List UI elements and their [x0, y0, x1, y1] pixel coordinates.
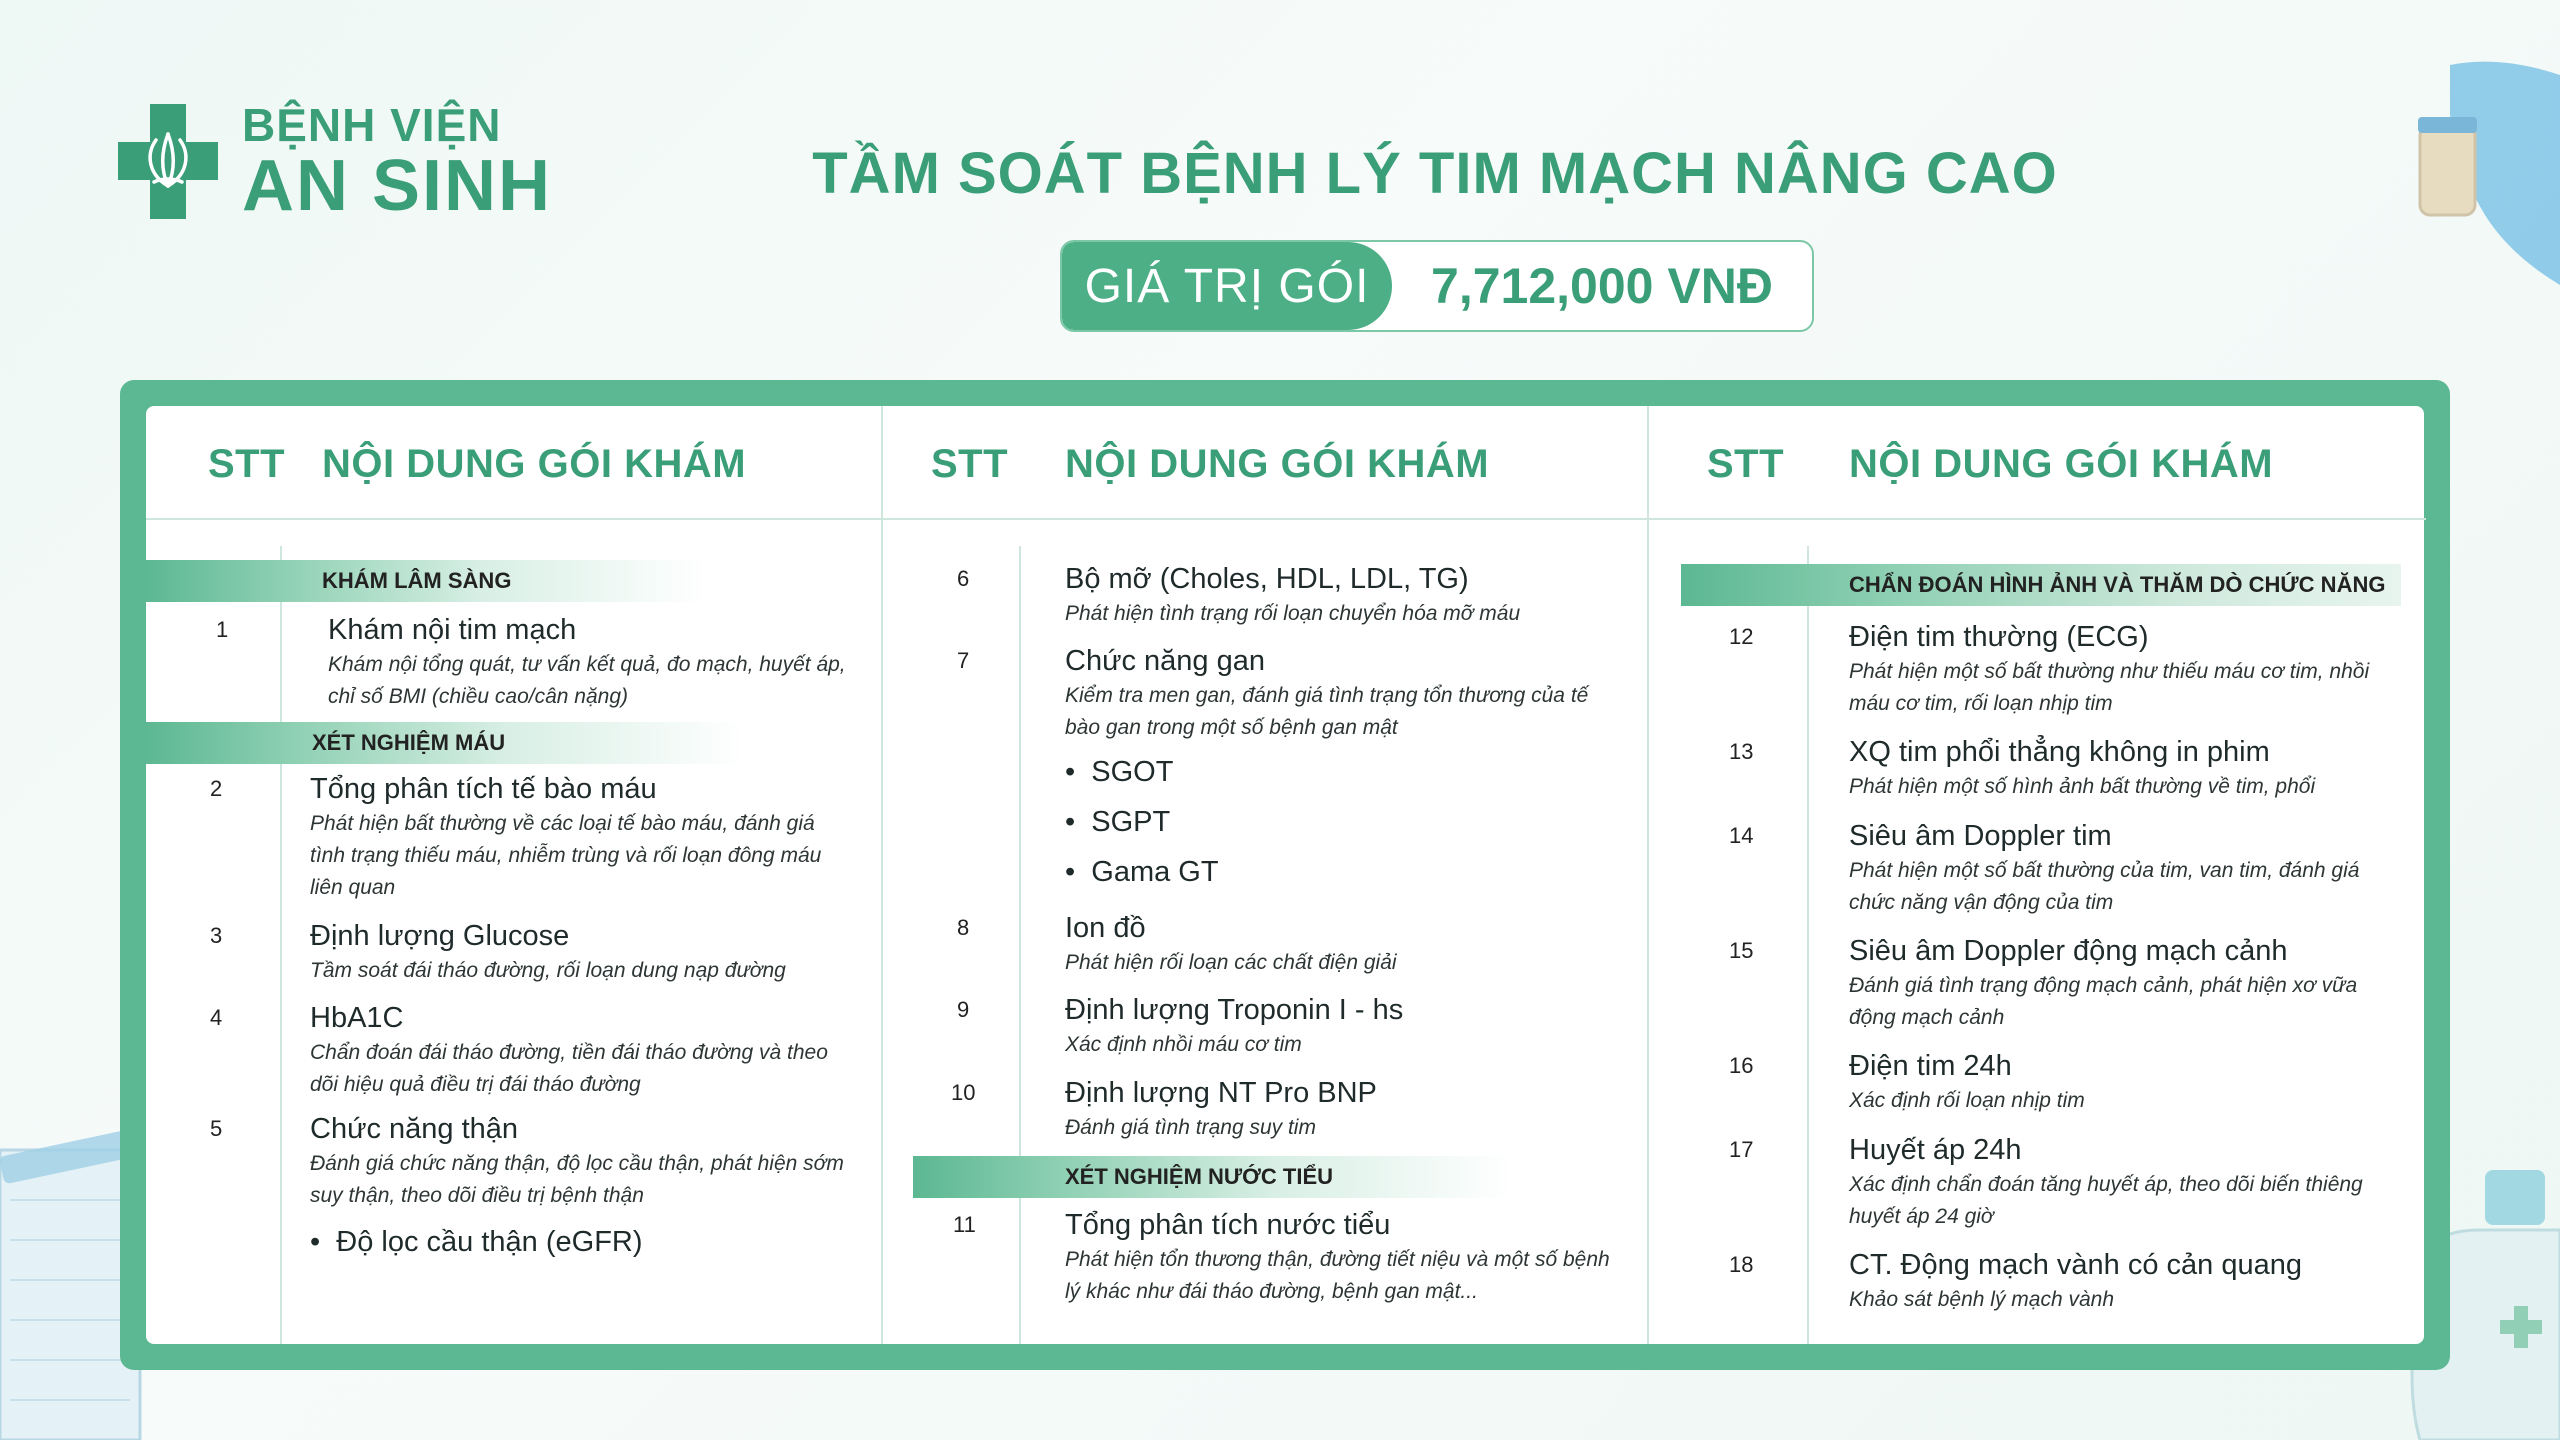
item-number: 16 — [1729, 1053, 1754, 1078]
item-number: 2 — [210, 776, 223, 801]
table-column-3 — [1647, 406, 2426, 1344]
item-description: Phát hiện rối loạn các chất điện giải — [1065, 951, 1397, 974]
item-name: Điện tim thường (ECG) — [1849, 621, 2149, 653]
item-number: 9 — [957, 997, 970, 1022]
item-name: Chức năng thận — [310, 1113, 519, 1145]
section-header: XÉT NGHIỆM MÁU — [146, 722, 746, 764]
table-column-1 — [146, 406, 881, 1344]
item-description: Kiểm tra men gan, đánh giá tình trạng tổn thương của tế bào gan trong một số bệnh gan mật — [1065, 684, 1589, 739]
sub-item: • Độ lọc cầu thận (eGFR) — [310, 1226, 643, 1258]
brand-line-1: BỆNH VIỆN — [242, 99, 502, 151]
item-name: Chức năng gan — [1065, 645, 1265, 677]
header-content: NỘI DUNG GÓI KHÁM — [322, 442, 747, 486]
item-number: 14 — [1729, 823, 1754, 848]
item-number: 15 — [1729, 938, 1754, 963]
item-name: Định lượng NT Pro BNP — [1065, 1077, 1377, 1109]
item-number: 3 — [210, 923, 223, 948]
package-table-frame — [120, 380, 2450, 1370]
sub-item: • Gama GT — [1065, 856, 1219, 888]
item-description: Xác định chẩn đoán tăng huyết áp, theo dõi biến thiêng huyết áp 24 giờ — [1849, 1173, 2363, 1228]
column-header — [883, 406, 1649, 520]
item-number: 17 — [1729, 1137, 1754, 1162]
item-name: Bộ mỡ (Choles, HDL, LDL, TG) — [1065, 563, 1469, 595]
item-description: Phát hiện tình trạng rối loạn chuyển hóa mỡ máu — [1065, 602, 1521, 625]
item-name: Ion đồ — [1065, 912, 1146, 944]
column-header — [1649, 406, 2426, 520]
item-number: 6 — [957, 566, 970, 591]
column-divider — [280, 546, 282, 1344]
column-header — [146, 406, 881, 520]
item-description: Khám nội tổng quát, tư vấn kết quả, đo mạch, huyết áp, chỉ số BMI (chiều cao/cân nặng) — [328, 653, 846, 708]
item-name: HbA1C — [310, 1002, 404, 1034]
item-description: Khảo sát bệnh lý mạch vành — [1849, 1288, 2115, 1311]
column-divider — [1019, 546, 1021, 1344]
price-label: GIÁ TRỊ GÓI — [1062, 242, 1392, 330]
item-description: Đánh giá chức năng thận, độ lọc cầu thận, phát hiện sớm suy thận, theo dõi điều trị bệnh thận — [310, 1152, 844, 1207]
item-number: 13 — [1729, 739, 1754, 764]
item-description: Phát hiện bất thường về các loại tế bào máu, đánh giá tình trạng thiếu máu, nhiễm trùng và rối loạn đông máu liên quan — [310, 812, 822, 899]
item-description: Xác định rối loạn nhịp tim — [1849, 1089, 2085, 1112]
item-number: 18 — [1729, 1252, 1754, 1277]
section-header: KHÁM LÂM SÀNG — [146, 560, 706, 602]
item-description: Phát hiện một số bất thường của tim, van tim, đánh giá chức năng vận động của tim — [1849, 859, 2360, 914]
item-description: Chẩn đoán đái tháo đường, tiền đái tháo đường và theo dõi hiệu quả điều trị đái tháo đường — [310, 1041, 828, 1096]
header-content: NỘI DUNG GÓI KHÁM — [1065, 442, 1490, 486]
price-value: 7,712,000 VNĐ — [1431, 258, 1773, 314]
brand-line-2: AN SINH — [242, 146, 553, 226]
section-header: XÉT NGHIỆM NƯỚC TIỂU — [913, 1156, 1513, 1198]
header-content: NỘI DUNG GÓI KHÁM — [1849, 442, 2274, 486]
item-name: Huyết áp 24h — [1849, 1134, 2022, 1166]
price-badge — [1060, 240, 1814, 332]
item-name: XQ tim phổi thẳng không in phim — [1849, 736, 2270, 768]
item-number: 4 — [210, 1005, 223, 1030]
item-number: 11 — [953, 1212, 976, 1237]
item-name: Tổng phân tích nước tiểu — [1065, 1209, 1391, 1241]
item-name: Siêu âm Doppler tim — [1849, 820, 2112, 852]
item-description: Phát hiện tổn thương thận, đường tiết niệu và một số bệnh lý khác như đái tháo đường, bệnh gan mật... — [1065, 1248, 1610, 1303]
item-name: Khám nội tim mạch — [328, 614, 577, 646]
item-name: Điện tim 24h — [1849, 1050, 2012, 1082]
sub-item: • SGOT — [1065, 756, 1174, 788]
header-stt: STT — [208, 442, 286, 486]
item-number: 7 — [957, 648, 970, 673]
item-description: Phát hiện một số bất thường như thiếu máu cơ tim, nhồi máu cơ tim, rối loạn nhịp tim — [1849, 660, 2370, 715]
table-column-2 — [881, 406, 1649, 1344]
item-name: Định lượng Glucose — [310, 920, 570, 952]
header-stt: STT — [931, 442, 1009, 486]
item-name: Tổng phân tích tế bào máu — [310, 773, 657, 805]
header-stt: STT — [1707, 442, 1785, 486]
item-description: Xác định nhồi máu cơ tim — [1065, 1033, 1302, 1056]
package-table — [146, 406, 2424, 1344]
item-description: Tầm soát đái tháo đường, rối loạn dung nạp đường — [310, 959, 786, 982]
item-name: Siêu âm Doppler động mạch cảnh — [1849, 935, 2288, 967]
item-name: Định lượng Troponin I - hs — [1065, 994, 1404, 1026]
sub-item: • SGPT — [1065, 806, 1171, 838]
item-description: Đánh giá tình trạng động mạch cảnh, phát hiện xơ vữa động mạch cảnh — [1849, 974, 2358, 1029]
column-divider — [1807, 546, 1809, 1344]
item-description: Đánh giá tình trạng suy tim — [1065, 1116, 1316, 1139]
item-name: CT. Động mạch vành có cản quang — [1849, 1249, 2302, 1281]
item-description: Phát hiện một số hình ảnh bất thường về tim, phổi — [1849, 775, 2316, 798]
page-title: TẦM SOÁT BỆNH LÝ TIM MẠCH NÂNG CAO — [812, 141, 2058, 206]
item-number: 1 — [216, 617, 229, 642]
item-number: 12 — [1729, 624, 1754, 649]
item-number: 8 — [957, 915, 970, 940]
section-header: CHẨN ĐOÁN HÌNH ẢNH VÀ THĂM DÒ CHỨC NĂNG — [1681, 564, 2401, 606]
item-number: 5 — [210, 1116, 223, 1141]
item-number: 10 — [951, 1080, 976, 1105]
